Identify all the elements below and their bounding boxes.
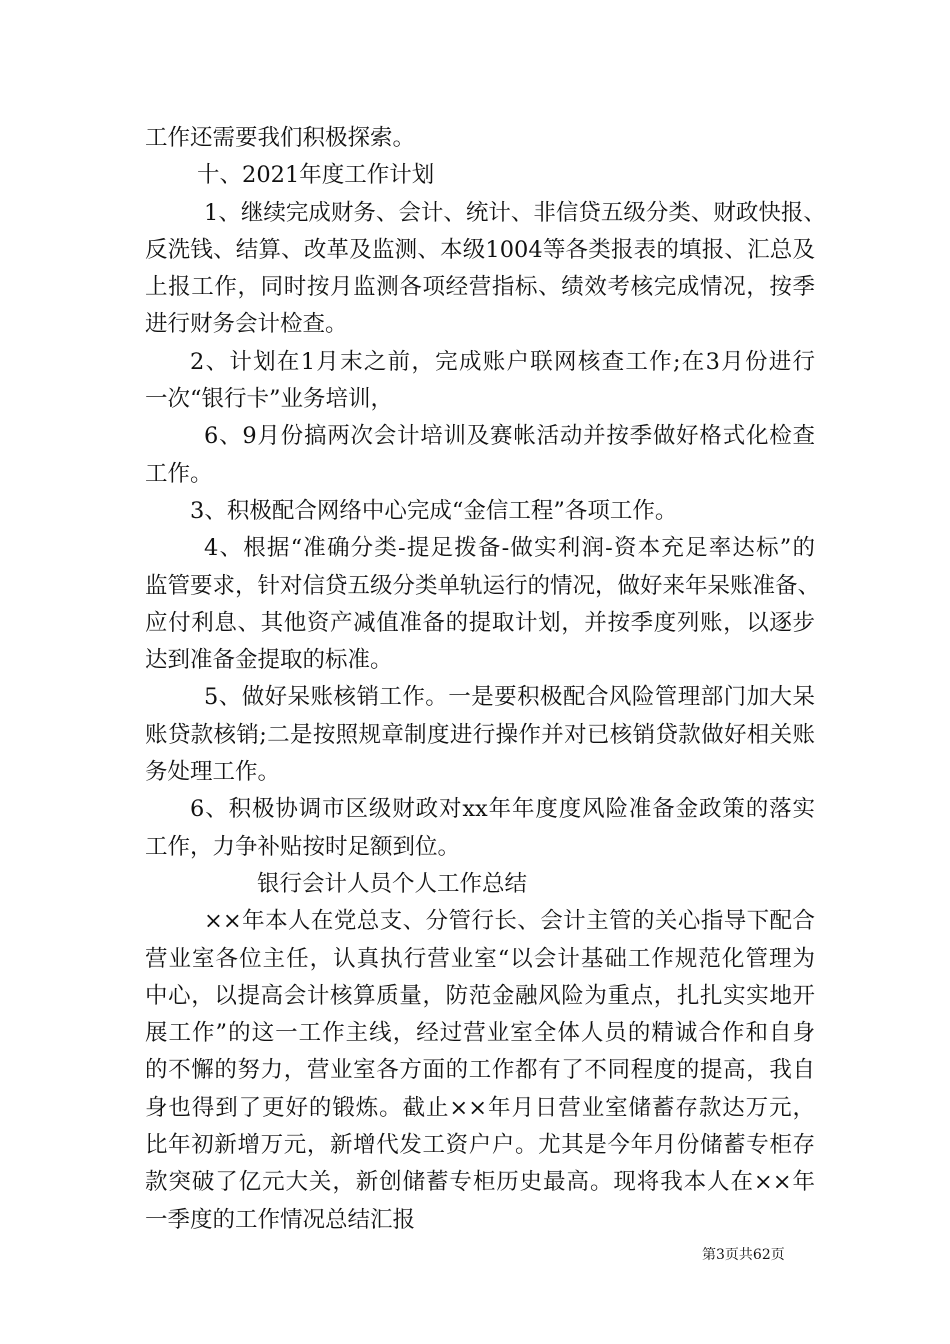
- text-line: 反洗钱、结算、改革及监测、本级1004等各类报表的填报、汇总及: [145, 236, 815, 263]
- page-number: 第3页共62页: [702, 1247, 785, 1263]
- text-line: 进行财务会计检查。: [145, 311, 348, 338]
- text-line: 工作还需要我们积极探索。: [145, 125, 416, 151]
- text-line: 达到准备金提取的标准。: [145, 647, 393, 674]
- text-line: 的不懈的努力，营业室各方面的工作都有了不同程度的提高，我自: [145, 1057, 815, 1084]
- text-line: 4、根据“准确分类-提足拨备-做实利润-资本充足率达标”的: [204, 535, 815, 562]
- text-line: 中心，以提高会计核算质量，防范金融风险为重点，扎扎实实地开: [145, 982, 815, 1009]
- text-line: 工作。: [145, 460, 213, 487]
- text-line: 工作，力争补贴按时足额到位。: [145, 833, 461, 860]
- text-line: 展工作”的这一工作主线，经过营业室全体人员的精诚合作和自身: [145, 1020, 815, 1047]
- text-line: 5、做好呆账核销工作。一是要积极配合风险管理部门加大呆: [204, 684, 815, 711]
- text-line: 款突破了亿元大关，新创储蓄专柜历史最高。现将我本人在××年: [145, 1169, 815, 1196]
- text-line: 1、继续完成财务、会计、统计、非信贷五级分类、财政快报、: [204, 199, 826, 226]
- text-line: ××年本人在党总支、分管行长、会计主管的关心指导下配合: [204, 908, 815, 935]
- text-line: 6、9月份搞两次会计培训及赛帐活动并按季做好格式化检查: [204, 423, 815, 450]
- document-title: 银行会计人员个人工作总结: [257, 870, 528, 897]
- text-line: 务处理工作。: [145, 759, 281, 786]
- text-line: 一季度的工作情况总结汇报: [145, 1206, 416, 1233]
- text-line: 账贷款核销;二是按照规章制度进行操作并对已核销贷款做好相关账: [145, 721, 815, 748]
- text-line: 身也得到了更好的锻炼。截止××年月日营业室储蓄存款达万元，: [145, 1094, 815, 1121]
- text-line: 2、计划在1月末之前，完成账户联网核查工作;在3月份进行: [190, 348, 815, 375]
- document-body: [145, 120, 826, 1239]
- text-line: 3、积极配合网络中心完成“金信工程”各项工作。: [190, 497, 678, 524]
- text-line: 一次“银行卡”业务培训，: [145, 386, 394, 413]
- text-line: 6、积极协调市区级财政对xx年年度度风险准备金政策的落实: [190, 796, 815, 823]
- text-line: 监管要求，针对信贷五级分类单轨运行的情况，做好来年呆账准备、: [145, 572, 821, 599]
- text-line: 比年初新增万元，新增代发工资户户。尤其是今年月份储蓄专柜存: [145, 1132, 815, 1159]
- text-line: 上报工作，同时按月监测各项经营指标、绩效考核完成情况，按季: [145, 274, 815, 301]
- text-line: 营业室各位主任，认真执行营业室“以会计基础工作规范化管理为: [145, 945, 815, 972]
- section-heading: 十、2021年度工作计划: [197, 162, 435, 189]
- text-line: 应付利息、其他资产减值准备的提取计划，并按季度列账，以逐步: [145, 609, 815, 636]
